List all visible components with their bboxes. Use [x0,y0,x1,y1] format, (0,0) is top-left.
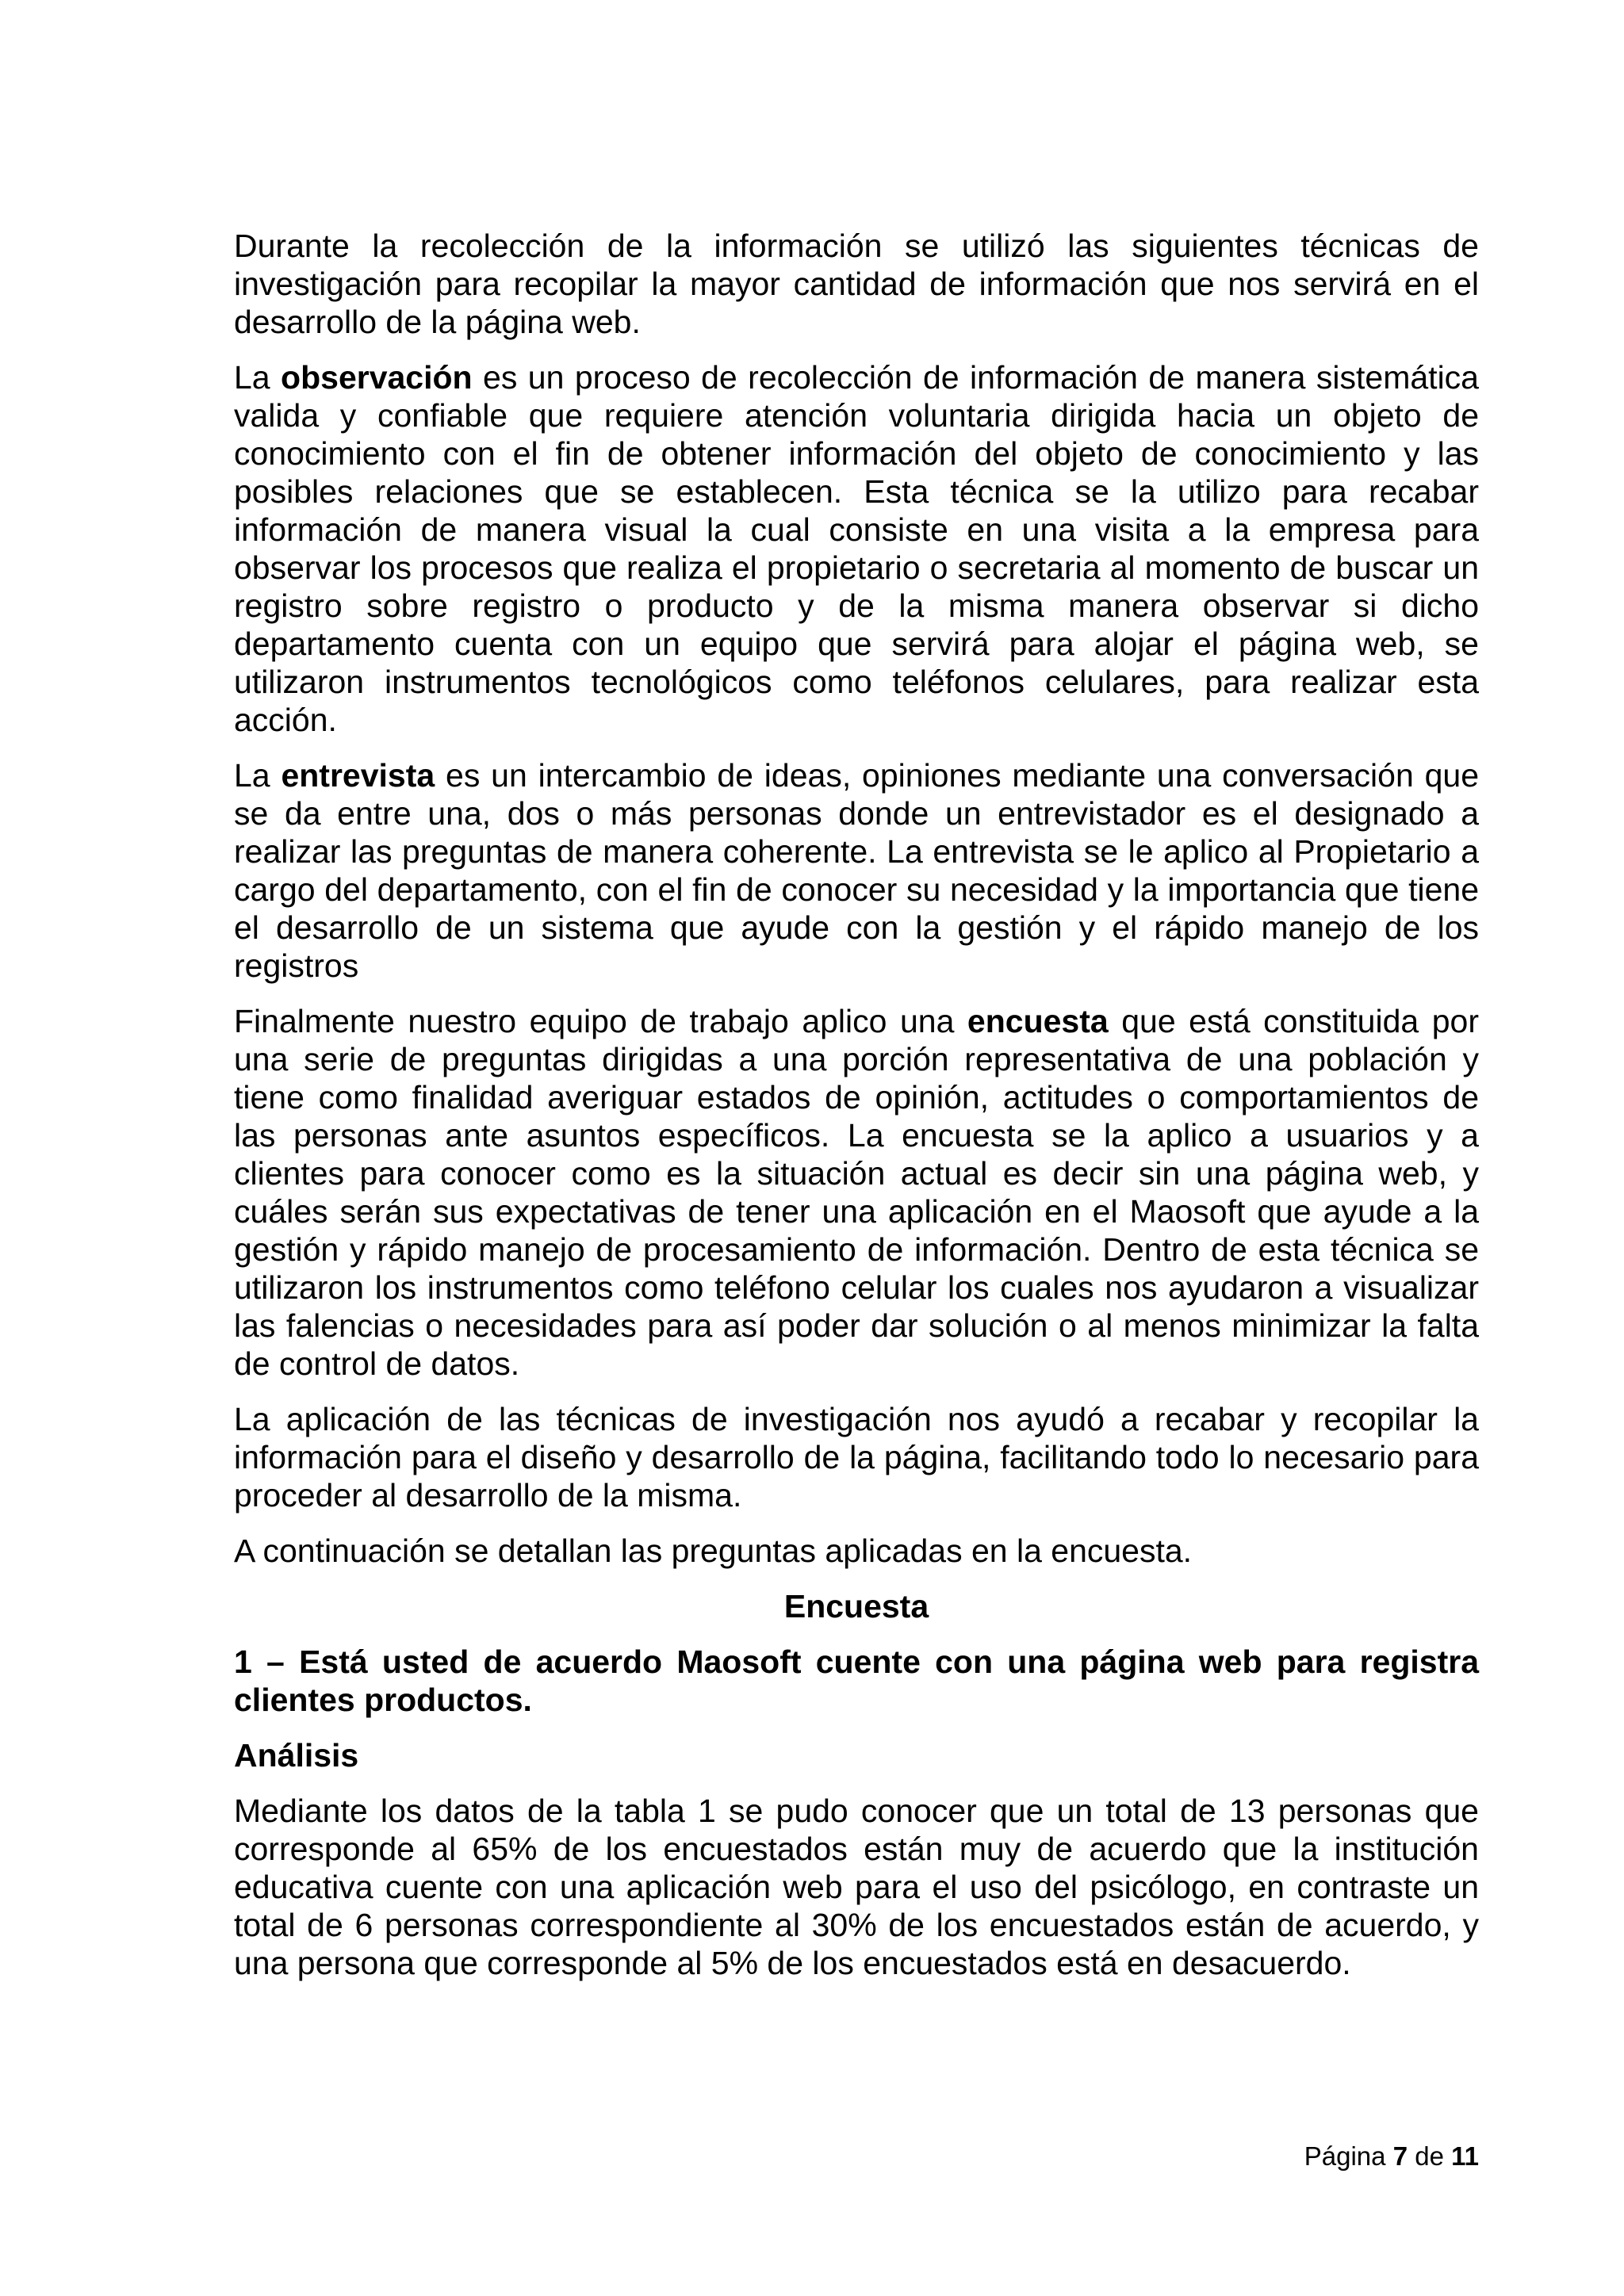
observation-paragraph [234,358,1479,739]
page-label: Página [1304,2141,1386,2171]
observation-pre: La [234,359,282,396]
observation-term: observación [281,359,473,396]
techniques-paragraph: La aplicación de las técnicas de investigación nos ayudó a recabar y recopilar la información para el diseño y desarrollo de la página, facilitando todo lo necesario para proceder al desarrollo de la misma. [234,1401,1479,1513]
interview-term: entrevista [281,757,435,794]
intro-paragraph: Durante la recolección de la información se utilizó las siguientes técnicas de investigación para recopilar la mayor cantidad de información que nos servirá en el desarrollo de la página web. [234,228,1479,340]
interview-text: es un intercambio de ideas, opiniones mediante una conversación que se da entre una, dos o más personas donde un entrevistador es el designado a realizar las preguntas de manera coherente. La entrevista se le aplico al Propietario a cargo del departamento, con el fin de conocer su necesidad y la importancia que tiene el desarrollo de un sistema que ayude con la gestión y el rápido manejo de los registros [234,757,1480,984]
analysis-label: Análisis [234,1737,359,1774]
question-1: 1 – Está usted de acuerdo Maosoft cuente con una página web para registra clientes productos. [234,1644,1479,1718]
interview-pre: La [234,757,282,794]
of-label: de [1415,2141,1444,2171]
survey-pre: Finalmente nuestro equipo de trabajo aplico una [234,1003,967,1039]
total-pages: 11 [1451,2141,1479,2171]
page-number [1304,2141,1479,2172]
document-body [234,227,1479,1999]
questions-intro-paragraph: A continuación se detallan las preguntas aplicadas en la encuesta. [234,1533,1193,1569]
survey-title: Encuesta [783,1588,929,1624]
observation-text: es un proceso de recolección de información de manera sistemática valida y confiable que requiere atención voluntaria dirigida hacia un objeto de conocimiento con el fin de obtener información del objeto de conocimiento y las posibles relaciones que se establecen. Esta técnica se la utilizo para recabar información de manera visual la cual consiste en una visita a la empresa para observar los procesos que realiza el propietario o secretaria al momento de buscar un registro sobre registro o producto y de la misma manera observar si dicho departamento cuenta con un equipo que servirá para alojar el página web, se utilizaron instrumentos tecnológicos como teléfonos celulares, para realizar esta acción. [234,359,1479,738]
analysis-paragraph: Mediante los datos de la tabla 1 se pudo conocer que un total de 13 personas que corresponde al 65% de los encuestados están muy de acuerdo que la institución educativa cuente con una aplicación web para el uso del psicólogo, en contraste un total de 6 personas correspondiente al 30% de los encuestados están de acuerdo, y una persona que corresponde al 5% de los encuestados está en desacuerdo. [234,1793,1479,1981]
current-page: 7 [1392,2141,1408,2171]
survey-text: que está constituida por una serie de preguntas dirigidas a una porción representativa de una población y tiene como finalidad averiguar estados de opinión, actitudes o comportamientos de las personas ante asuntos específicos. La encuesta se la aplico a usuarios y a clientes para conocer como es la situación actual es decir sin una página web, y cuáles serán sus expectativas de tener una aplicación en el Maosoft que ayude a la gestión y rápido manejo de procesamiento de información. Dentro de esta técnica se utilizaron los instrumentos como teléfono celular los cuales nos ayudaron a visualizar las falencias o necesidades para así poder dar solución o al menos minimizar la falta de control de datos. [234,1003,1479,1382]
survey-term: encuesta [967,1003,1109,1039]
survey-paragraph [234,1002,1479,1383]
interview-paragraph [234,756,1479,985]
